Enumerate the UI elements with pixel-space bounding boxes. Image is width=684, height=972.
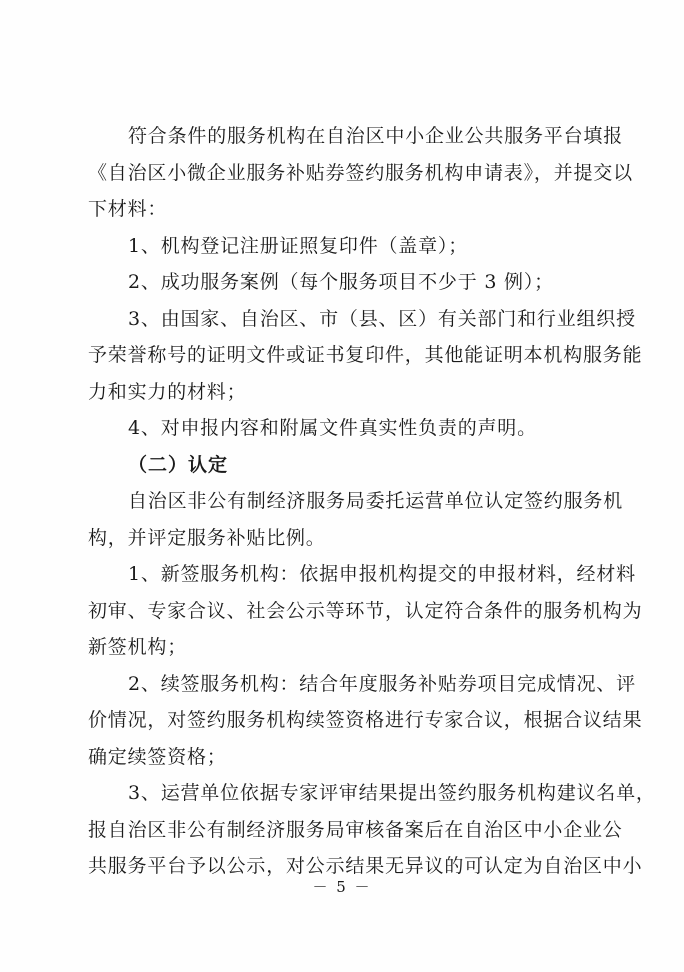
list-item: 4、对申报内容和附属文件真实性负责的声明。 [128,417,537,439]
paragraph-line: 新签机构； [88,636,188,658]
list-item: 1、机构登记注册证照复印件（盖章）； [128,234,468,257]
section-heading: （二）认定 [128,453,229,476]
paragraph-line: 符合条件的服务机构在自治区中小企业公共服务平台填报 [128,125,624,147]
paragraph-line: 自治区非公有制经济服务局委托运营单位认定签约服务机 [128,490,624,512]
list-item: 2、成功服务案例（每个服务项目不少于 3 例）； [128,271,554,293]
paragraph-line: 共服务平台予以公示，对公示结果无异议的可认定为自治区中小 [88,855,643,877]
list-item: 1、新签服务机构：依据申报机构提交的申报材料，经材料 [128,563,636,585]
paragraph-line: 报自治区非公有制经济服务局审核备案后在自治区中小企业公 [88,818,623,841]
paragraph-line: 价情况，对签约服务机构续签资格进行专家合议，根据合议结果 [88,709,643,731]
document-body [88,118,656,885]
paragraph-line: 构，并评定服务补贴比例。 [88,526,326,549]
paragraph-line: 予荣誉称号的证明文件或证书复印件，其他能证明本机构服务能 [88,344,643,366]
paragraph-line: 下材料： [88,198,168,220]
paragraph-line: 力和实力的材料； [88,380,247,403]
paragraph-line: 《自治区小微企业服务补贴券签约服务机构申请表》，并提交以 [88,161,633,184]
list-item: 3、运营单位依据专家评审结果提出签约服务机构建议名单， [128,782,656,804]
paragraph-line: 确定续签资格； [88,745,227,768]
paragraph-line: 初审、专家合议、社会公示等环节，认定符合条件的服务机构为 [88,599,643,622]
page-number: － 5 － [312,878,372,896]
list-item: 2、续签服务机构：结合年度服务补贴券项目完成情况、评 [128,672,636,695]
list-item: 3、由国家、自治区、市（县、区）有关部门和行业组织授 [128,307,636,330]
